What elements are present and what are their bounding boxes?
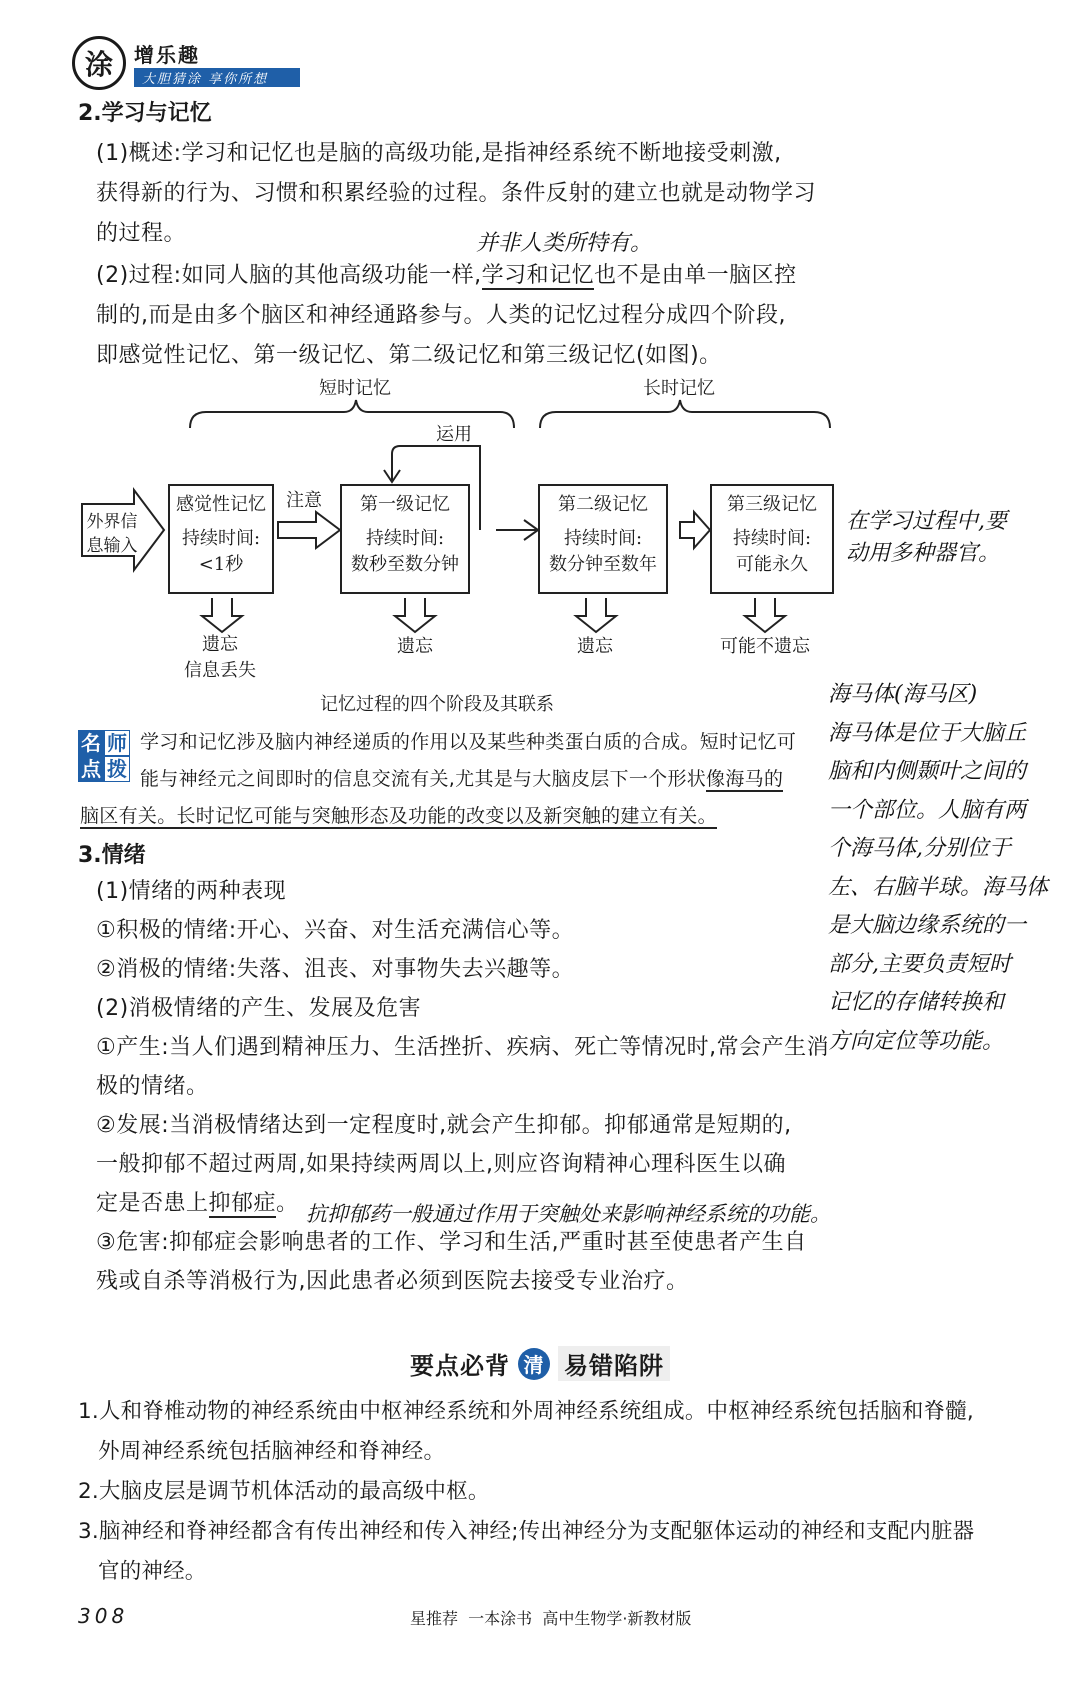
outcome-line: 遗忘 [202,634,238,655]
teacher-tip-text [80,724,824,835]
stage-duration-label: 持续时间: [181,528,261,549]
stage-box-sensory [168,484,274,594]
text-line: 一般抑郁不超过两周,如果持续两周以上,则应咨询精神心理科医生以确 [96,1152,786,1177]
badge-char: 师 [104,730,130,756]
underlined-text: 抑郁症 [208,1191,277,1216]
text-line [96,256,836,296]
text-line: ①产生:当人们遇到精神压力、生活挫折、疾病、死亡等情况时,常会产生消 [96,1035,830,1060]
stage-box-first [340,484,470,594]
note-line: 个海马体,分别位于 [828,836,1011,861]
handnote-line: 在学习过程中,要 [846,509,1007,534]
tip-line [80,761,824,798]
stage-title: 第一级记忆 [360,494,450,515]
stage-outcome-third: 可能不遗忘 [720,636,810,657]
keypoints-badge: 清 [518,1348,550,1380]
text-fragment: 定是否患上 [96,1191,209,1216]
keypoint-line: 2.大脑皮层是调节机体活动的最高级中枢。 [78,1479,490,1504]
stage-box-third [710,484,834,594]
note-line: 海马体(海马区) [828,682,978,707]
note-line: 记忆的存储转换和 [828,990,1005,1015]
text-line: ②发展:当消极情绪达到一定程度时,就会产生抑郁。抑郁通常是短期的, [96,1113,792,1138]
text-line: 即感觉性记忆、第一级记忆、第二级记忆和第三级记忆(如图)。 [96,343,722,368]
stage-duration: 可能永久 [736,554,808,575]
keypoint-line: 外周神经系统包括脑神经和脊神经。 [98,1439,446,1464]
note-line: 是大脑边缘系统的一 [828,913,1027,938]
memory-diagram [0,370,1080,690]
brand-name: 增乐趣 [134,43,200,67]
stage-outcome-second: 遗忘 [577,636,613,657]
tip-line [80,798,824,835]
text-line: ②消极的情绪:失落、沮丧、对事物失去兴趣等。 [96,957,575,982]
input-label-line: 息输入 [86,536,138,556]
hippocampus-note [828,676,1058,1061]
input-label-line: 外界信 [86,512,138,532]
note-line: 海马体是位于大脑丘 [828,720,1027,746]
badge-char: 点 [78,756,104,782]
stage-duration-label: 持续时间: [365,528,445,549]
logo-mark: 涂 [72,36,126,90]
text-line: (1)概述:学习和记忆也是脑的高级功能,是指神经系统不断地接受刺激, [96,141,782,166]
stage-box-second [538,484,668,594]
keypoints-title-a: 要点必背 [410,1352,510,1380]
handwritten-note-diagram [846,506,1007,570]
badge-char: 名 [78,730,104,756]
text-line: 制的,而是由多个脑区和神经通路参与。人类的记忆过程分成四个阶段, [96,303,786,328]
note-line: 部分,主要负责短时 [828,951,1011,977]
diagram-caption: 记忆过程的四个阶段及其联系 [320,694,554,715]
note-line: 一个部位。人脑有两 [828,797,1027,823]
text-line: 极的情绪。 [96,1074,209,1099]
stage-title: 第二级记忆 [558,494,648,515]
outcome-line: 信息丢失 [184,660,256,681]
text-fragment: (2)过程:如同人脑的其他高级功能一样, [96,263,482,288]
input-label [84,510,140,558]
stage-title: 感觉性记忆 [176,494,266,515]
long-term-memory-label: 长时记忆 [643,378,715,399]
stage-title: 第三级记忆 [727,494,817,515]
handwritten-note-antidepressant: 抗抑郁药一般通过作用于突触处来影响神经系统的功能。 [306,1202,831,1226]
text-line: 的过程。 [96,221,187,246]
text-line: 获得新的行为、习惯和积累经验的过程。条件反射的建立也就是动物学习 [96,181,817,206]
badge-char: 拨 [104,756,130,782]
short-term-memory-label: 短时记忆 [319,378,391,399]
underlined-text: 像海马的 [706,768,784,790]
header-logo [72,36,300,90]
tip-line: 学习和记忆涉及脑内神经递质的作用以及某些种类蛋白质的合成。短时记忆可 [140,731,797,753]
section-2-title: 2.学习与记忆 [78,101,212,126]
section-3-body [96,872,836,1301]
text-line: ①积极的情绪:开心、兴奋、对生活充满信心等。 [96,918,575,943]
text-line: ③危害:抑郁症会影响患者的工作、学习和生活,严重时甚至使患者产生自 [96,1230,807,1255]
section-2-overview [96,134,836,254]
keypoint-line: 3.脑神经和脊神经都含有传出神经和传入神经;传出神经分为支配躯体运动的神经和支配内脏器 [78,1519,975,1544]
subheading: (2)消极情绪的产生、发展及危害 [96,996,422,1021]
keypoints-title [410,1346,670,1381]
text-fragment: 也不是由单一脑区控 [594,263,797,288]
section-3-title: 3.情绪 [78,843,146,868]
use-label: 运用 [436,424,472,445]
stage-duration: <1秒 [198,554,244,575]
stage-outcome-first: 遗忘 [397,636,433,657]
text-fragment: 。 [276,1191,299,1216]
handnote-line: 动用多种器官。 [846,541,1001,566]
section-2-process [96,256,836,376]
note-line: 方向定位等功能。 [828,1028,1005,1054]
stage-duration: 数秒至数分钟 [351,554,459,575]
attention-label: 注意 [286,490,322,511]
text-line: 残或自杀等消极行为,因此患者必须到医院去接受专业治疗。 [96,1269,689,1294]
handwritten-note-top: 并非人类所特有。 [476,231,653,256]
stage-outcome-sensory [170,632,270,684]
subheading: (1)情绪的两种表现 [96,879,287,904]
underlined-text: 脑区 [80,805,119,827]
keypoint-line: 官的神经。 [98,1559,207,1584]
note-line: 脑和内侧颞叶之间的 [828,759,1027,784]
page-number: 308 [78,1604,129,1628]
stage-duration-label: 持续时间: [563,528,643,549]
keypoint-line: 1.人和脊椎动物的神经系统由中枢神经系统和外周神经系统组成。中枢神经系统包括脑和脊髓, [78,1399,974,1424]
underlined-text: 学习和记忆 [481,263,595,288]
publisher-line: 星推荐 一本涂书 高中生物学·新教材版 [410,1609,692,1628]
note-line: 左、右脑半球。海马体 [828,874,1049,900]
stage-duration: 数分钟至数年 [549,554,657,575]
keypoints-title-b: 易错陷阱 [558,1346,670,1381]
underlined-text: 有关。长时记忆可能与突触形态及功能的改变以及新突触的建立有关。 [118,805,717,827]
stage-duration-label: 持续时间: [732,528,812,549]
brand-slogan: 大胆猜涂 享你所想 [134,68,300,87]
keypoints-list [78,1392,1038,1592]
text-fragment: 能与神经元之间即时的信息交流有关,尤其是与大脑皮层下一个形状 [140,768,707,790]
